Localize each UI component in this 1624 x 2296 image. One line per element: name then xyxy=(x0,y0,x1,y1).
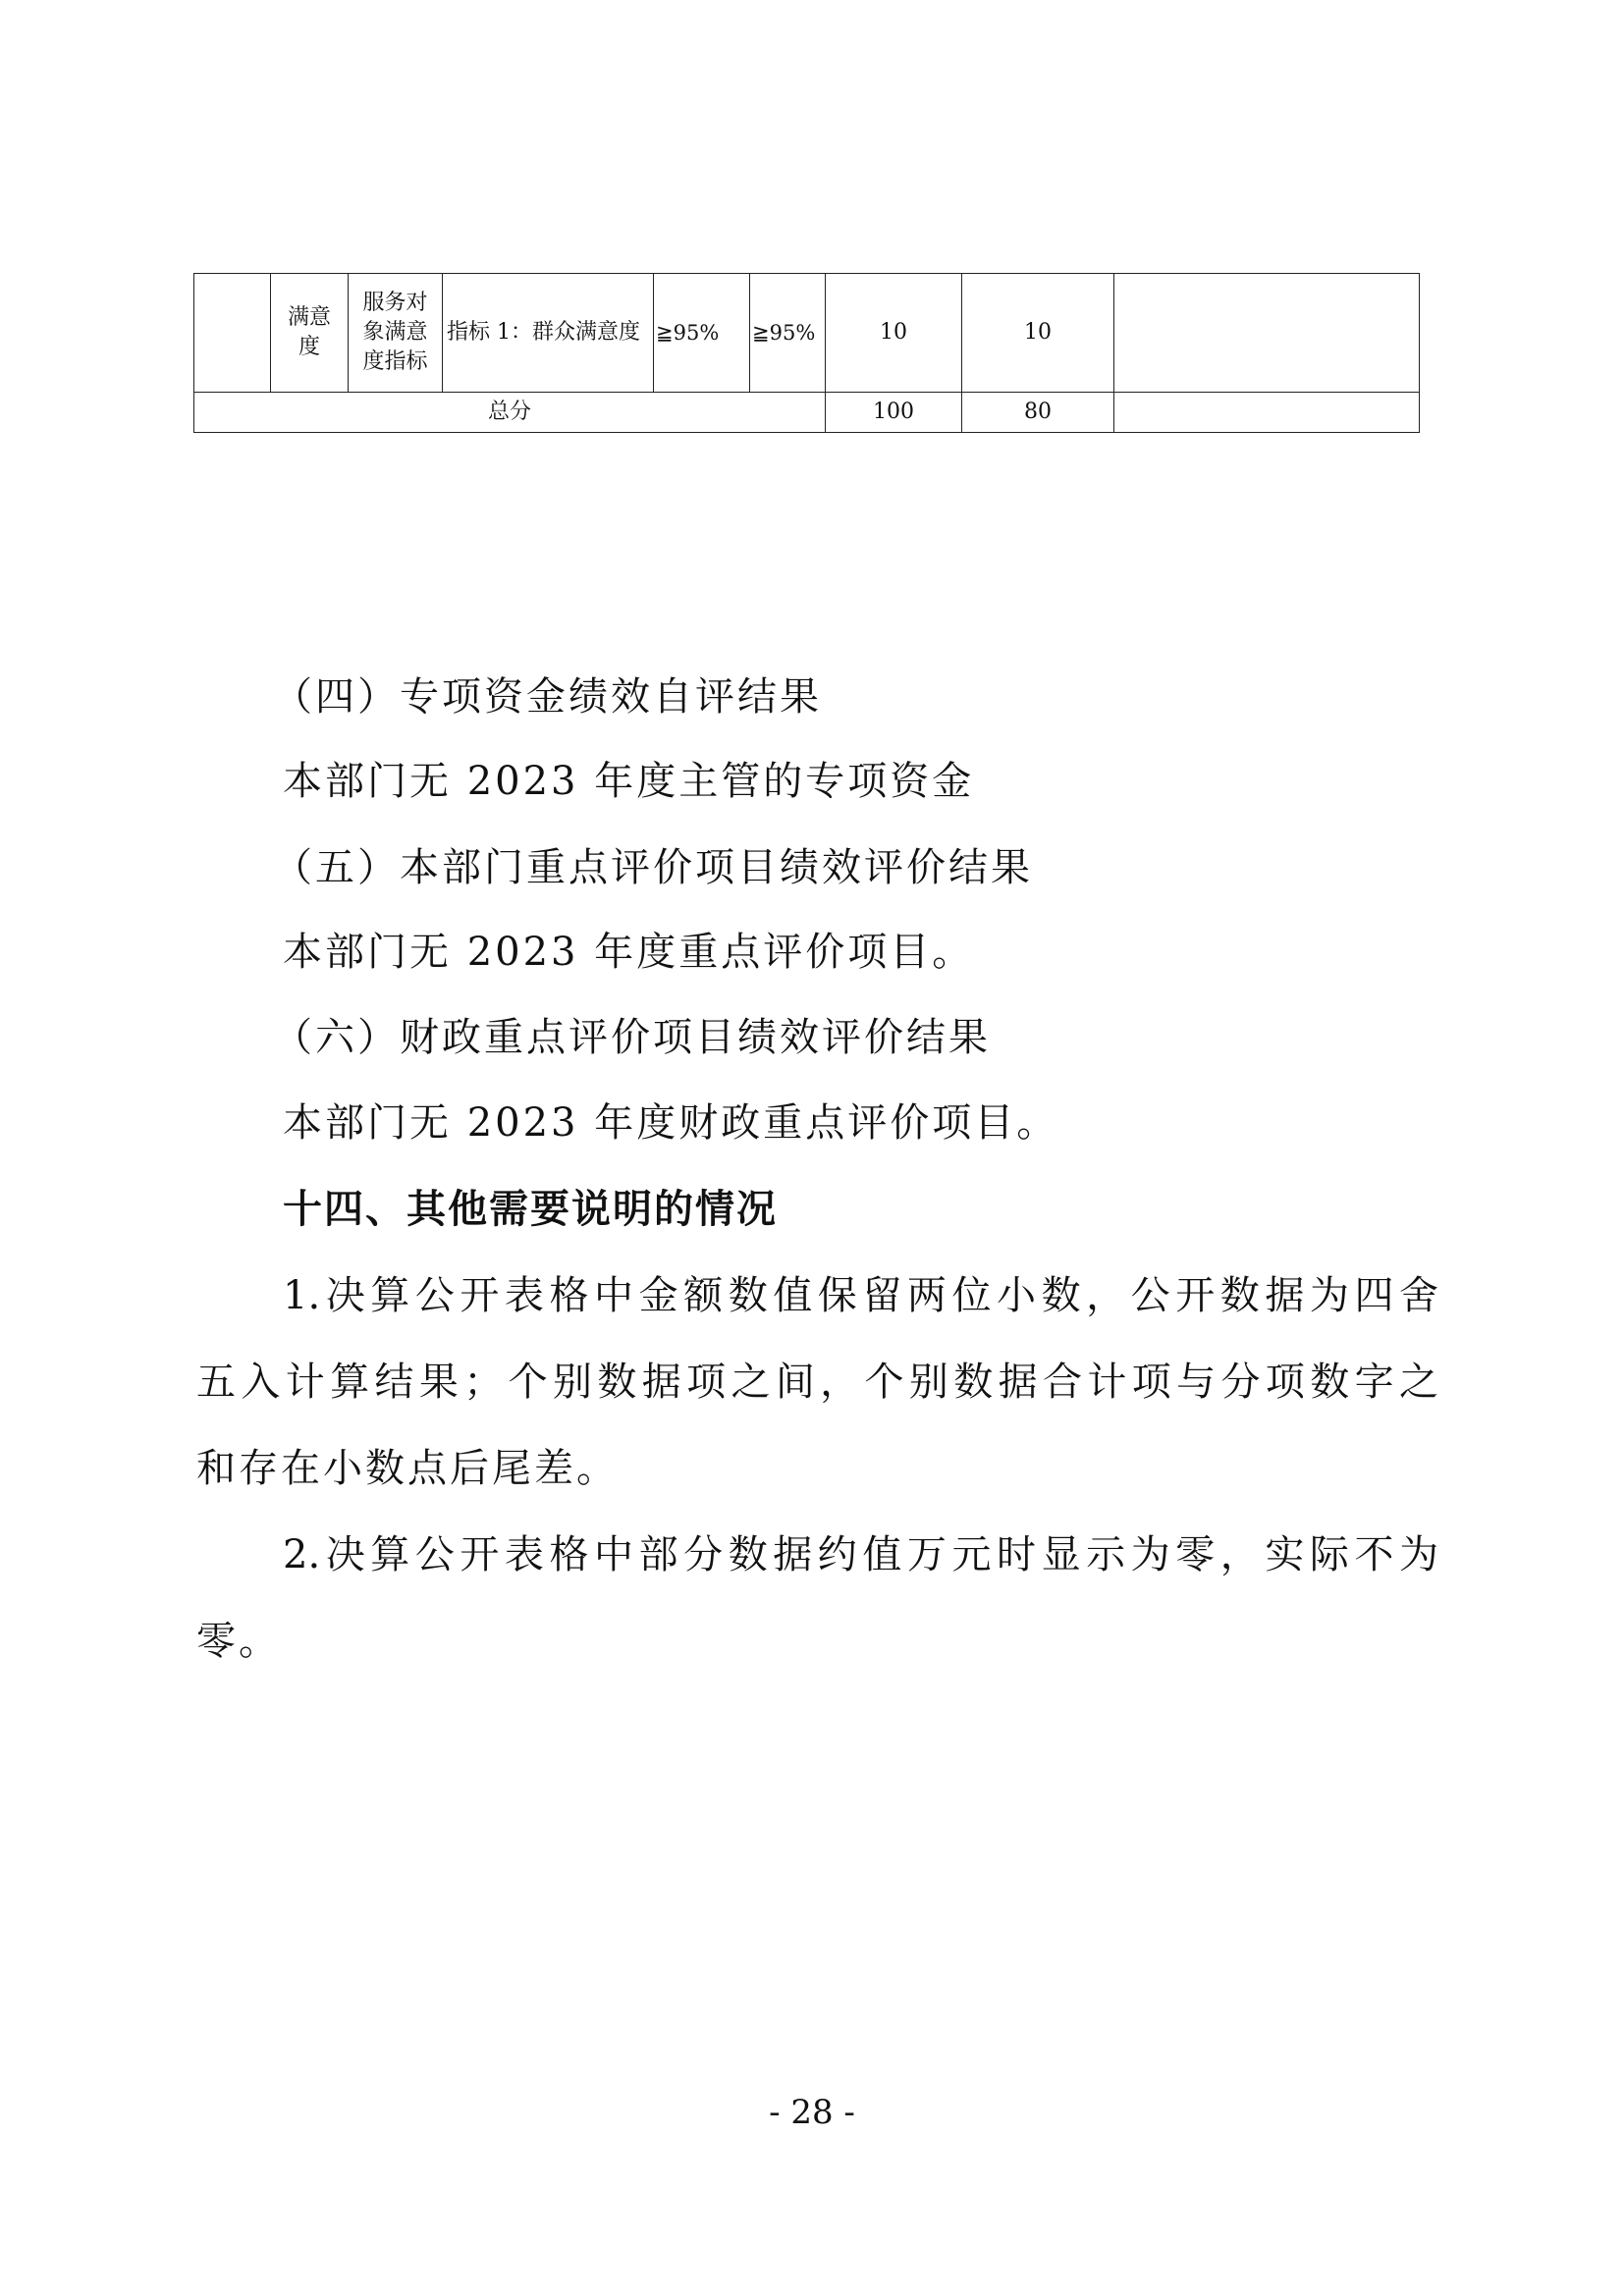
table-cell-total-label: 总分 xyxy=(194,393,826,433)
page-number: - 28 - xyxy=(769,2093,855,2132)
paragraph-1-line-1: 1.决算公开表格中金额数值保留两位小数，公开数据为四舍 xyxy=(283,1273,1438,1318)
table-cell-category: 满意度 xyxy=(271,274,349,393)
paragraph-2-line-1: 2.决算公开表格中部分数据约值万元时显示为零，实际不为 xyxy=(283,1532,1438,1577)
table-cell-total-weight: 100 xyxy=(826,393,962,433)
paragraph-2-line-2: 零。 xyxy=(196,1619,281,1664)
table-row xyxy=(194,274,1420,393)
table-cell-actual: ≧95% xyxy=(750,274,826,393)
table-cell-score: 10 xyxy=(962,274,1114,393)
section-4-text: 本部门无 2023 年度主管的专项资金 xyxy=(283,759,975,804)
performance-table xyxy=(193,273,1420,433)
table-cell-subcategory: 服务对象满意度指标 xyxy=(349,274,443,393)
paragraph-1-line-2: 五入计算结果；个别数据项之间，个别数据合计项与分项数字之 xyxy=(196,1360,1438,1405)
table-cell-blank xyxy=(194,274,271,393)
section-4-heading: （四）专项资金绩效自评结果 xyxy=(273,674,822,720)
paragraph-1-line-3: 和存在小数点后尾差。 xyxy=(196,1446,619,1491)
table-row-total xyxy=(194,393,1420,433)
section-14-heading: 十四、其他需要说明的情况 xyxy=(283,1187,778,1232)
section-6-text: 本部门无 2023 年度财政重点评价项目。 xyxy=(283,1100,1059,1146)
table-cell-weight: 10 xyxy=(826,274,962,393)
section-5-text: 本部门无 2023 年度重点评价项目。 xyxy=(283,930,975,975)
table-cell-indicator: 指标 1：群众满意度 xyxy=(443,274,654,393)
table-cell-total-remark xyxy=(1114,393,1420,433)
section-5-heading: （五）本部门重点评价项目绩效评价结果 xyxy=(273,845,1033,890)
table-cell-remark xyxy=(1114,274,1420,393)
section-6-heading: （六）财政重点评价项目绩效评价结果 xyxy=(273,1015,991,1060)
table-cell-target: ≧95% xyxy=(654,274,750,393)
table-cell-total-score: 80 xyxy=(962,393,1114,433)
